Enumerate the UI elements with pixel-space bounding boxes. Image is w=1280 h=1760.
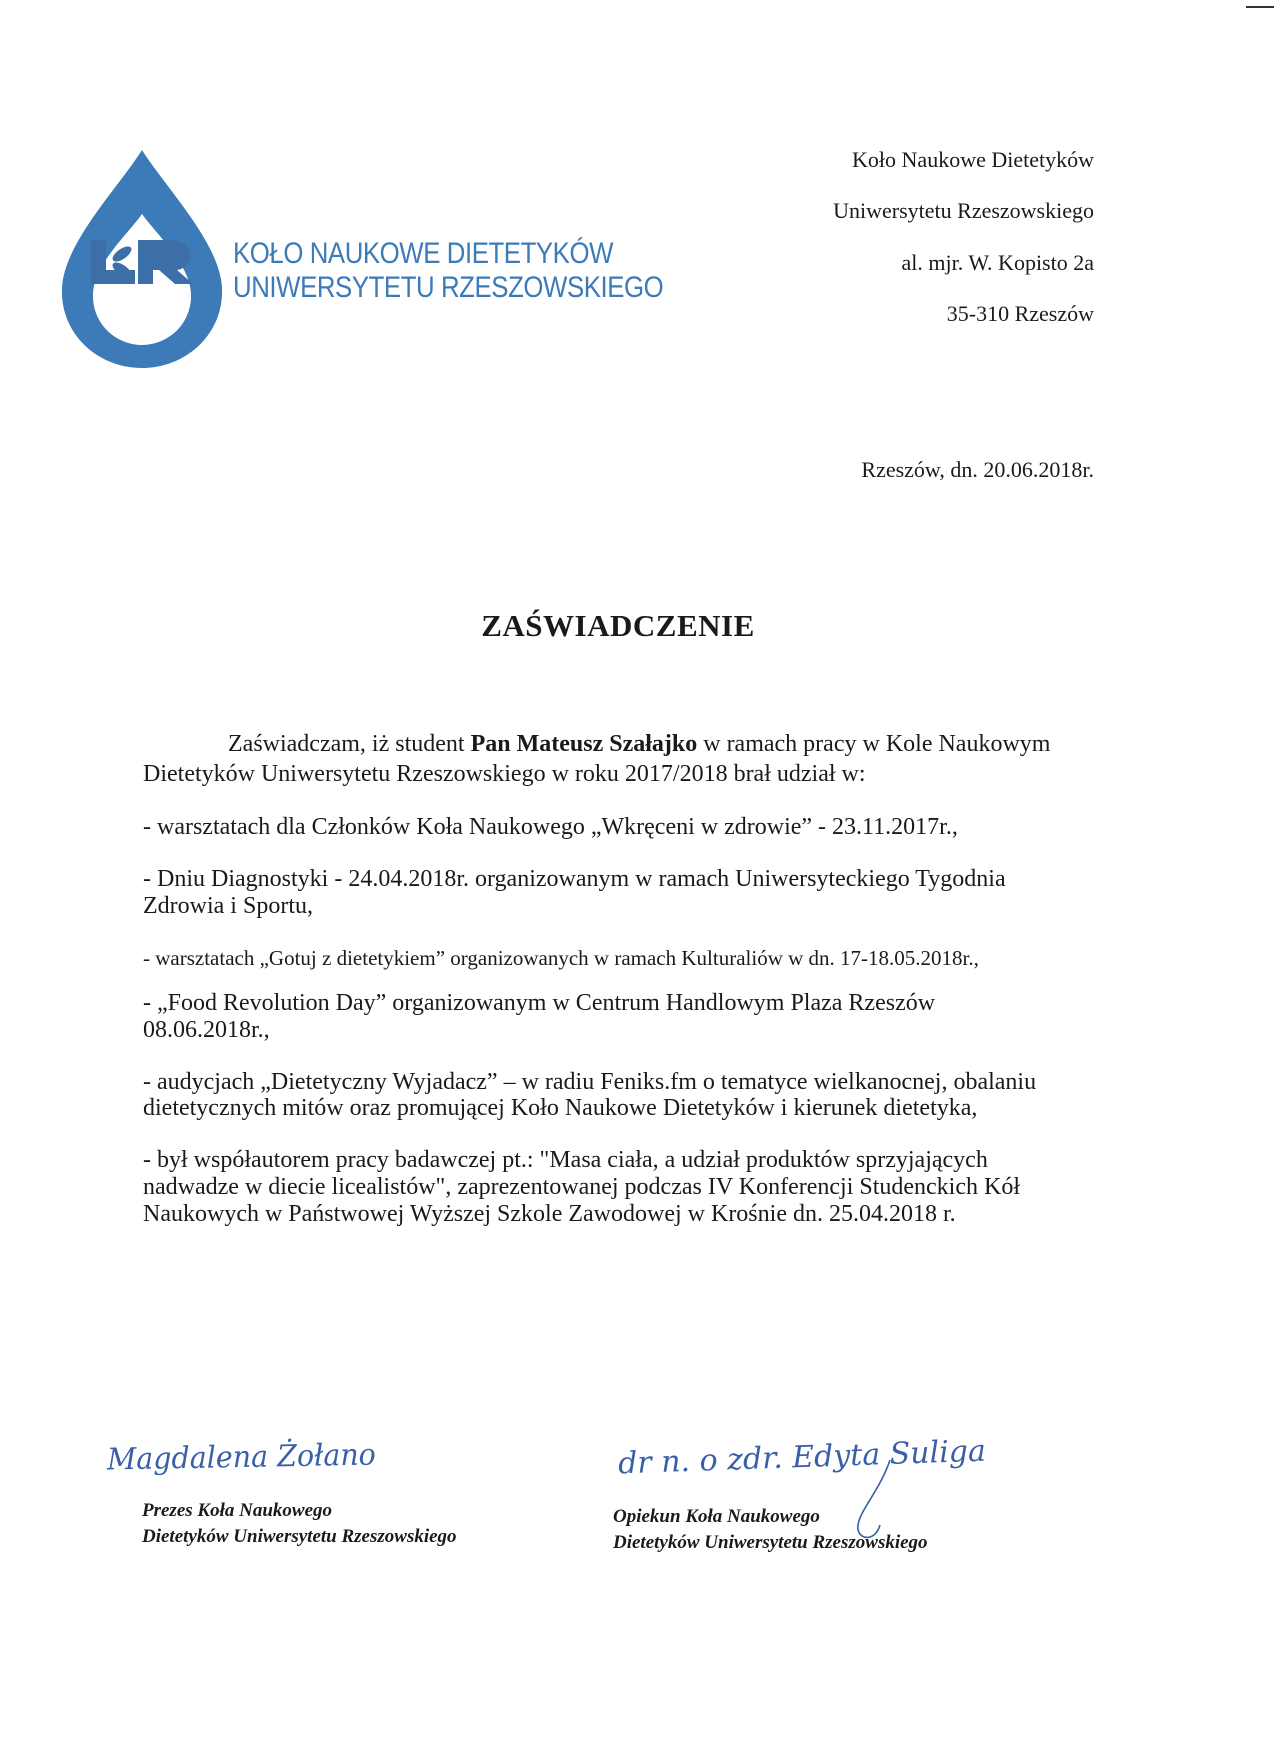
address-line1: Koło Naukowe Dietetyków — [852, 147, 1094, 172]
document-date: Rzeszów, dn. 20.06.2018r. — [861, 457, 1094, 482]
activity-item-5: - audycjach „Dietetyczny Wyjadacz” – w radiu Feniks.fm o tematyce wielkanocnej, obalaniu — [143, 1069, 1037, 1095]
address-line3: al. mjr. W. Kopisto 2a — [901, 250, 1094, 275]
address-line2: Uniwersytetu Rzeszowskiego — [833, 198, 1094, 223]
student-name: Pan Mateusz Szałajko — [470, 731, 698, 757]
activity-item-4-cont: 08.06.2018r., — [143, 1017, 270, 1043]
address-line4: 35-310 Rzeszów — [946, 301, 1094, 326]
signature-right-role-line1: Opiekun Koła Naukowego — [613, 1506, 820, 1527]
activity-item-6-cont1: nadwadze w diecie licealistów", zaprezentowanej podczas IV Konferencji Studenckich Kół — [143, 1174, 1020, 1200]
signature-left-role-line1: Prezes Koła Naukowego — [142, 1500, 332, 1521]
scan-corner-mark — [1246, 6, 1274, 8]
activity-item-1: - warsztatach dla Członków Koła Naukowego „Wkręceni w zdrowie” - 23.11.2017r., — [143, 814, 958, 840]
intro-line2: Dietetyków Uniwersytetu Rzeszowskiego w roku 2017/2018 brał udział w: — [143, 761, 866, 787]
activity-item-2: - Dniu Diagnostyki - 24.04.2018r. organizowanym w ramach Uniwersyteckiego Tygodnia — [143, 866, 1006, 892]
intro-line1 — [228, 731, 1050, 758]
intro-text: Zaświadczam, iż student — [228, 731, 471, 757]
document-title: ZAŚWIADCZENIE — [481, 608, 755, 643]
activity-item-4: - „Food Revolution Day” organizowanym w Centrum Handlowym Plaza Rzeszów — [143, 990, 936, 1016]
activity-item-2-cont: Zdrowia i Sportu, — [143, 893, 313, 919]
signature-left: Magdalena Żołano — [106, 1437, 377, 1478]
activity-item-5-cont: dietetycznych mitów oraz promującej Koło Naukowe Dietetyków i kierunek dietetyka, — [143, 1095, 978, 1121]
signature-right: dr n. o zdr. Edyta Suliga — [617, 1433, 987, 1482]
water-drop-ur-logo-icon — [58, 148, 226, 370]
activity-item-6: - był współautorem pracy badawczej pt.: "Masa ciała, a udział produktów sprzyjających — [143, 1147, 988, 1173]
signature-right-role-line2: Dietetyków Uniwersytetu Rzeszowskiego — [613, 1532, 928, 1553]
signature-left-role-line2: Dietetyków Uniwersytetu Rzeszowskiego — [142, 1526, 457, 1547]
activity-item-3: - warsztatach „Gotuj z dietetykiem” organizowanych w ramach Kulturaliów w dn. 17-18.05.2018r., — [143, 946, 979, 970]
intro-text: w ramach pracy w Kole Naukowym — [697, 731, 1051, 757]
logo-title-line1: KOŁO NAUKOWE DIETETYKÓW — [233, 237, 614, 270]
activity-item-6-cont2: Naukowych w Państwowej Wyższej Szkole Zawodowej w Krośnie dn. 25.04.2018 r. — [143, 1201, 956, 1227]
logo-title-line2: UNIWERSYTETU RZESZOWSKIEGO — [233, 271, 664, 304]
